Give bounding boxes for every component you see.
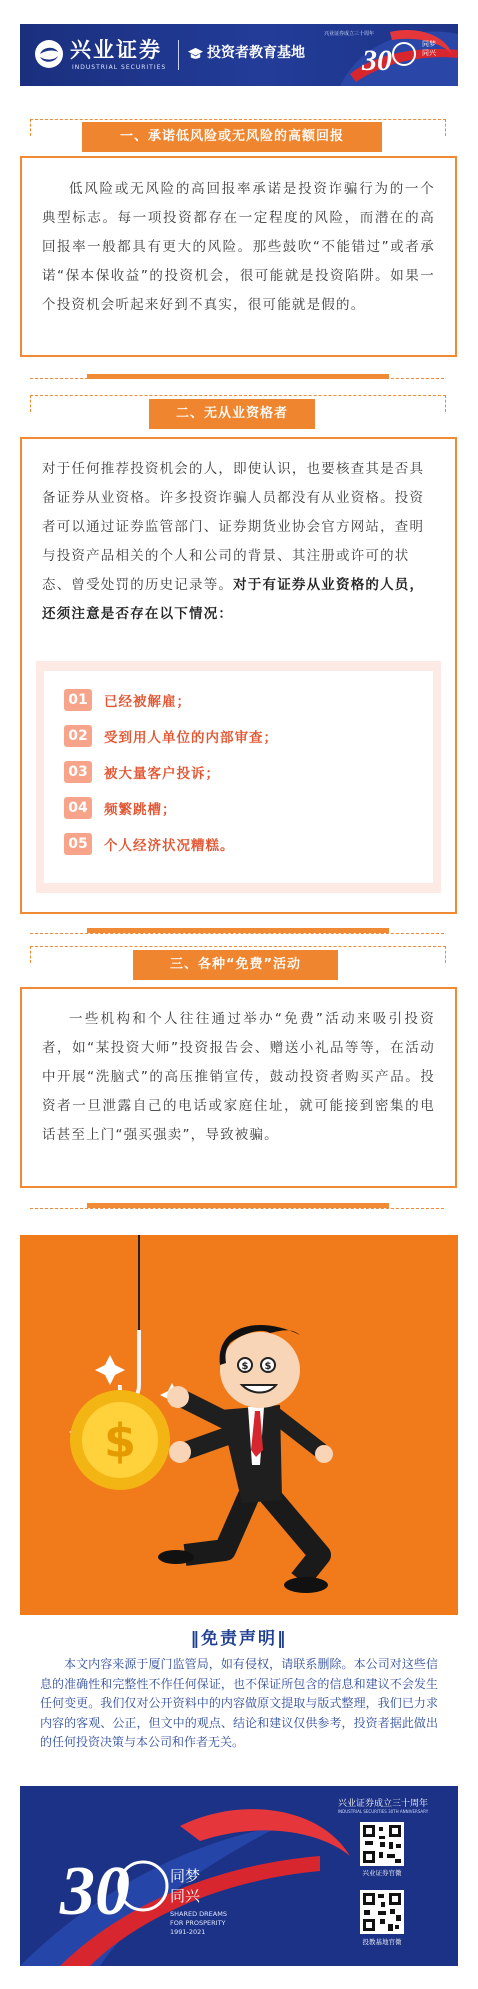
list-text: 已经被解雇； [104, 694, 191, 710]
svg-text:$: $ [103, 1414, 137, 1468]
svg-text:$: $ [264, 1361, 272, 1372]
section-2-paragraph: 对于任何推荐投资机会的人，即使认识，也要核查其是否具备证券从业资格。许多投资诈骗人员都没有从业资格。投资者可以通过证券监管部门、证券期货业协会官方网站，查明与投资产品相关的个人和公司的背景、其注册或许可的状态、曾受处罚的历史记录等。 [42, 461, 425, 593]
section-2-title: 二、无从业资格者 [149, 399, 315, 429]
list-item [64, 790, 433, 826]
footer-slogan-en-line1: SHARED DREAMS [170, 1910, 227, 1918]
footer-anniv: 兴业证券成立三十周年 [338, 1799, 429, 1809]
footer-slogan-en-line2: FOR PROSPERITY [170, 1919, 226, 1927]
section-2-paragraph-bold: 对于有证券从业资格的人员，还须注意是否存在以下情况： [42, 577, 425, 622]
list-item [64, 826, 433, 862]
education-base-title: 投资者教育基地 [207, 45, 305, 61]
brand-name-cn: 兴业证券 [70, 37, 162, 62]
footer-anniv-en: INDUSTRIAL SECURITIES 30TH ANNIVERSARY [338, 1809, 429, 1814]
section-3-dashed-bottom [30, 1208, 444, 1209]
qr-code-icon [360, 1890, 404, 1934]
section-1-paragraph: 低风险或无风险的高回报率承诺是投资诈骗行为的一个典型标志。每一项投资都存在一定程度的风险，而潜在的高回报率一般都具有更大的风险。那些鼓吹“不能错过”或者承诺“保本保收益”的投资机会，很可能就是投资陷阱。如果一个投资机会听起来好到不真实，很可能就是假的。 [42, 181, 435, 313]
section-1-box [20, 156, 457, 357]
disclaimer-text: 本文内容来源于厦门监管局，如有侵权，请联系删除。本公司对这些信息的准确性和完整性不作任何保证，也不保证所包含的信息和建议不会发生任何变更。我们仅对公开资料中的内容做原文提取与版式整理，我们已力求内容的客观、公正，但文中的观点、结论和建议仅供参考，投资者据此做出的任何投资决策与本公司和作者无关。 [40, 1657, 438, 1749]
list-number: 05 [64, 833, 92, 855]
footer-slogan-cn-line2: 同兴 [170, 1887, 201, 1905]
list-item [64, 682, 433, 718]
section-3-box [20, 987, 457, 1188]
list-number: 01 [64, 689, 92, 711]
list-text: 受到用人单位的内部审查； [104, 730, 278, 746]
businessman-chasing-coin-illustration [20, 1235, 458, 1615]
list-text: 被大量客户投诉； [104, 766, 220, 782]
brand-name-en: INDUSTRIAL SECURITIES [72, 64, 167, 71]
section-3-title: 三、各种“免费”活动 [133, 950, 338, 980]
header-tiny-line: 兴业证券成立三十周年 [324, 31, 375, 37]
list-item [64, 718, 433, 754]
section-2-dashed-bottom [30, 933, 444, 934]
warning-list-inner [44, 671, 433, 883]
section-1-dashed-bottom [30, 378, 444, 379]
svg-text:30: 30 [362, 44, 392, 77]
header-slogan-small: 同梦同兴 [422, 40, 436, 57]
section-1-title: 一、承诺低风险或无风险的高额回报 [82, 122, 382, 152]
footer-banner [20, 1786, 458, 1966]
qr-code-icon [360, 1822, 404, 1866]
header-divider [178, 40, 179, 70]
footer-slogan-cn [170, 1866, 200, 1906]
section-2-box [20, 437, 457, 914]
scam-illustration [20, 1235, 458, 1615]
list-text: 个人经济状况糟糕。 [104, 838, 235, 854]
list-item [64, 754, 433, 790]
list-number: 04 [64, 797, 92, 819]
svg-text:$: $ [241, 1361, 249, 1372]
list-number: 03 [64, 761, 92, 783]
footer-slogan-en [170, 1910, 227, 1937]
list-text: 频繁跳槽； [104, 802, 177, 818]
footer-slogan-cn-line1: 同梦 [170, 1867, 201, 1885]
brand-logo-icon [34, 39, 64, 69]
graduation-cap-icon [187, 45, 204, 62]
disclaimer-title: ‖免责声明‖ [190, 1629, 288, 1649]
section-3-paragraph: 一些机构和个人往往通过举办“免费”活动来吸引投资者，如“某投资大师”投资报告会、赠送小礼品等等，在活动中开展“洗脑式”的高压推销宣传，鼓动投资者购买产品。投资者一旦泄露自己的电话或家庭住址，就可能接到密集的电话甚至上门“强买强卖”，导致被骗。 [42, 1011, 435, 1143]
warning-list-panel [36, 661, 441, 893]
header-banner [20, 24, 458, 86]
list-number: 02 [64, 725, 92, 747]
qr-label-2: 投教基地官微 [362, 1938, 402, 1946]
footer-years: 1991-2021 [170, 1928, 206, 1936]
svg-text:30: 30 [60, 1853, 130, 1930]
qr-label-1: 兴业证券官微 [362, 1869, 402, 1877]
